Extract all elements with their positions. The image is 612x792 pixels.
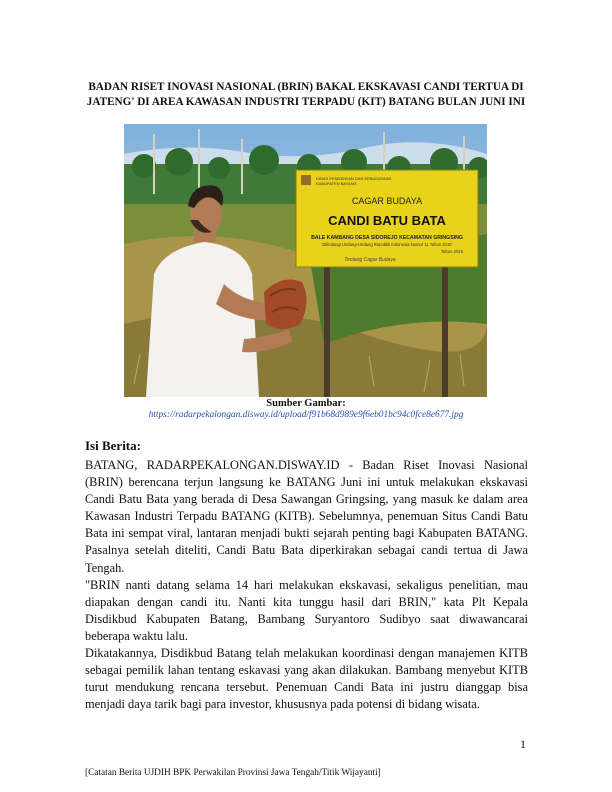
sign-candi-name: CANDI BATU BATA: [328, 213, 446, 228]
photo-illustration: [124, 124, 487, 397]
news-photo: [124, 124, 487, 397]
image-source-label: Sumber Gambar:: [266, 398, 346, 409]
document-title: BADAN RISET INOVASI NASIONAL (BRIN) BAKAL EKSKAVASI CANDI TERTUA DI JATENG' DI AREA KAWASAN INDUSTRI TERPADU (KIT) BATANG BULAN JUNI INI: [86, 81, 526, 108]
sign-year: Tahun 2019: [441, 249, 463, 254]
paragraph: BATANG, RADARPEKALONGAN.DISWAY.ID - Badan Riset Inovasi Nasional (BRIN) berencana terjun langsung ke BATANG Juni ini untuk melakukan ekskavasi Candi Batu Bata yang berada di Desa Sawangan Gringsing, yang masuk ke dalam area Kawasan Industri Terpadu BATANG (KITB). Sebelumnya, penemuan Situs Candi Batu Bata ini sempat viral, lantaran menjadi bukti sejarah penting bagi Kabupaten BATANG. Pasalnya setelah diteliti, Candi Batu Bata diperkirakan sebagai candi tertua di Jawa Tengah.: [85, 458, 528, 575]
image-source-link[interactable]: https://radarpekalongan.disway.id/upload/f91b68d989e9f6eb01bc94c0fce8e677.jpg: [148, 410, 464, 420]
sign-law: Dilindungi Undang-Undang Republik Indonesia Nomor 11 Tahun 2010: [322, 242, 452, 247]
sign-location: BALE KAMBANG DESA SIDOREJO KECAMATAN GRINGSING: [311, 235, 463, 241]
section-label: Isi Berita:: [85, 438, 141, 453]
news-body: [85, 457, 528, 713]
sign-cagar-budaya: CAGAR BUDAYA: [351, 196, 423, 206]
paragraph: "BRIN nanti datang selama 14 hari melakukan ekskavasi, sekaligus penelitian, mau diapakan dengan candi itu. Nanti kita tunggu hasil dari BRIN," kata Plt Kepala Disdikbud Kabupaten Batang, Bambang Suryantoro Sudibyo saat diwawancarai beberapa waktu lalu.: [85, 577, 528, 643]
page-number: 1: [520, 737, 526, 751]
sign-header-line2: KABUPATEN BATANG: [316, 181, 357, 186]
sign-footer: Tentang Cagar Budaya: [344, 257, 396, 263]
footer-note: [Catatan Berita UJDIH BPK Perwakilan Provinsi Jawa Tengah/Titik Wijayanti]: [85, 768, 381, 778]
paragraph: Dikatakannya, Disdikbud Batang telah melakukan koordinasi dengan manajemen KITB sebagai pemilik lahan tentang eskavasi yang akan dilakukan. Bambang menyebut KITB turut mendukung rencana tersebut. Penemuan Candi Bata ini justru dianggap bisa menjadi daya tarik bagi para investor, khususnya pada potensi di bidang wisata.: [85, 646, 528, 712]
sign-header-line1: DINAS PENDIDIKAN DAN KEBUDAYAAN: [316, 176, 392, 181]
